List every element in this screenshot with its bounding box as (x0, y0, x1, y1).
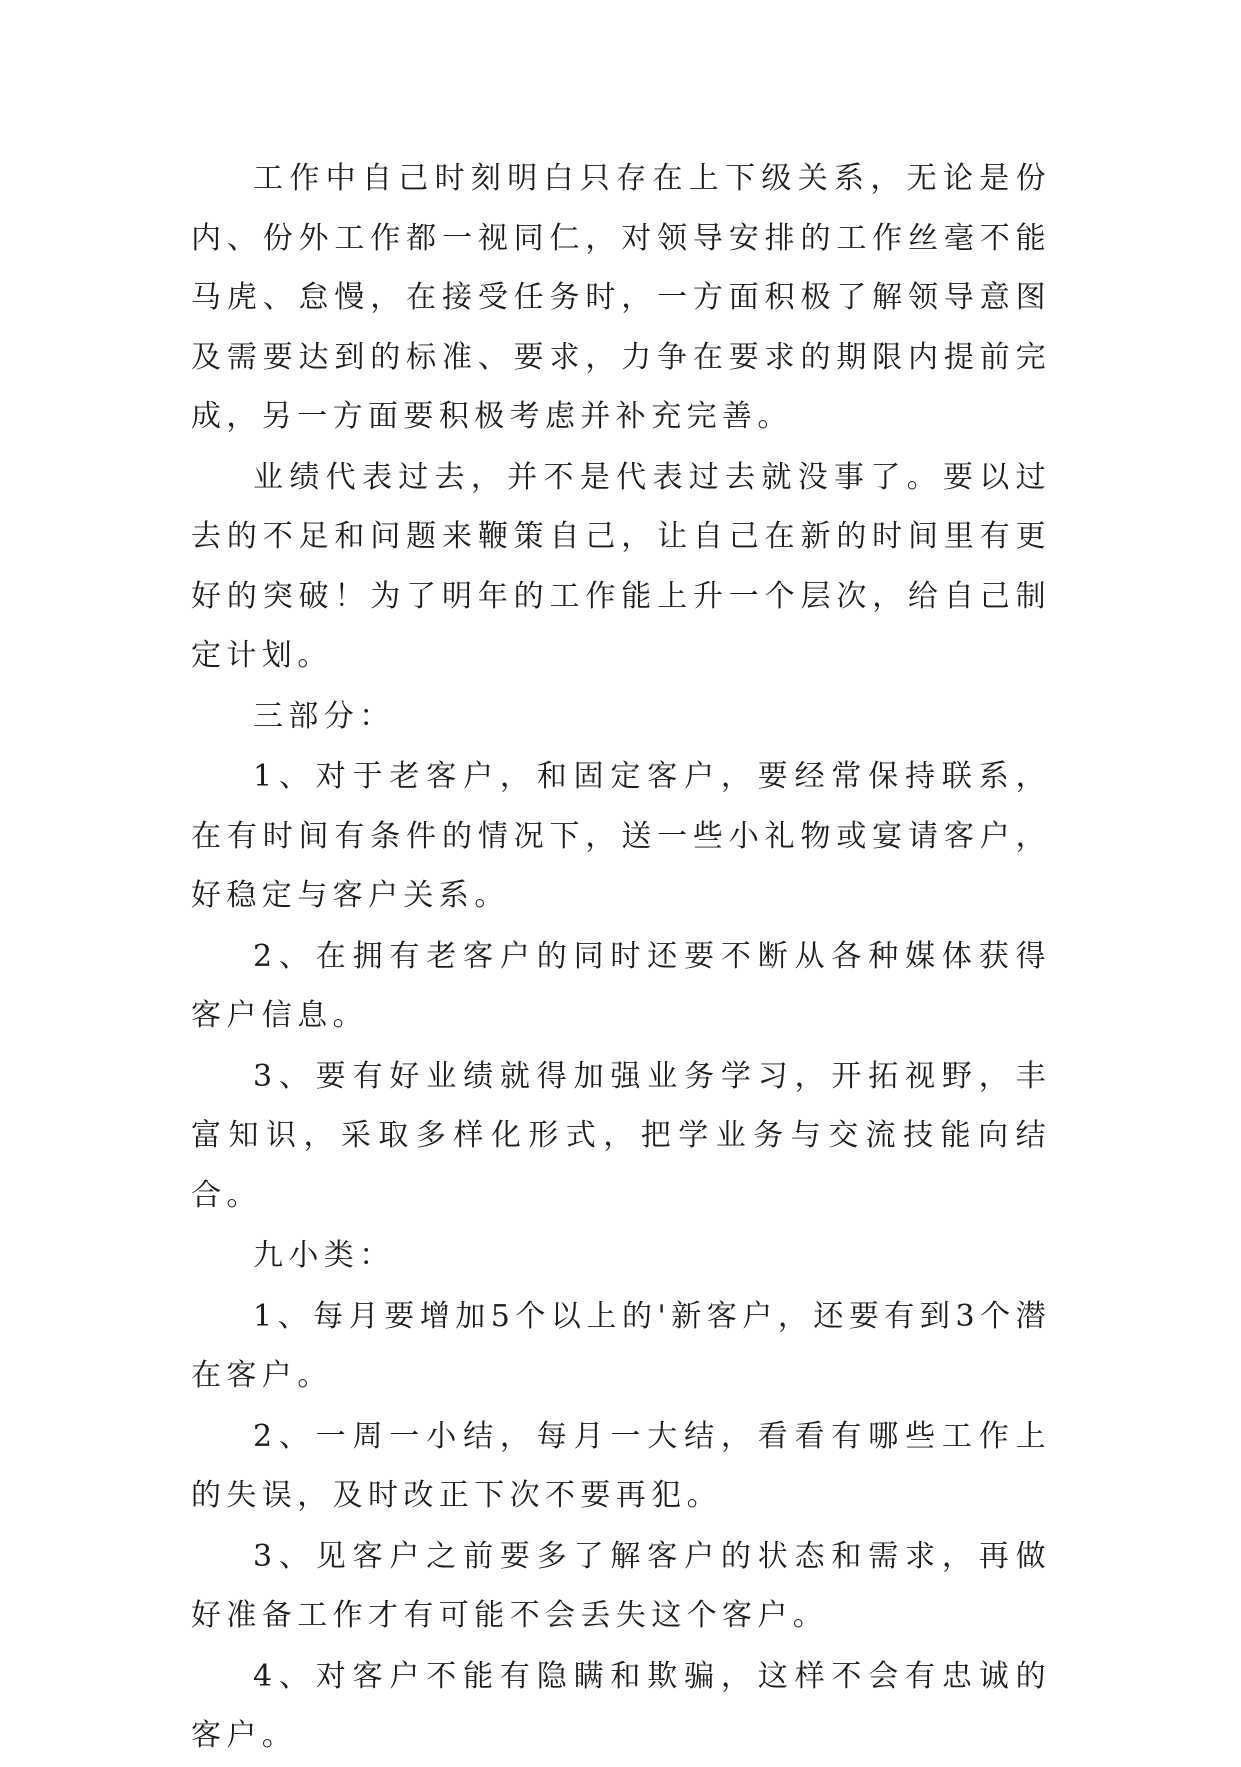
paragraph: 业绩代表过去，并不是代表过去就没事了。要以过去的不足和问题来鞭策自己，让自己在新的时间里有更好的突破！为了明年的工作能上升一个层次，给自己制定计划。 (191, 459, 1051, 673)
paragraph: 工作中自己时刻明白只存在上下级关系，无论是份内、份外工作都一视同仁，对领导安排的工作丝毫不能马虎、怠慢，在接受任务时，一方面积极了解领导意图及需要达到的标准、要求，力争在要求的期限内提前完成，另一方面要积极考虑并补充完善。 (191, 161, 1051, 434)
list-item: 4、对客户不能有隐瞒和欺骗，这样不会有忠诚的客户。 (191, 1658, 1051, 1753)
list-item: 2、一周一小结，每月一大结，看看有哪些工作上的失误，及时改正下次不要再犯。 (191, 1418, 1051, 1513)
section-heading: 三部分： (253, 698, 395, 734)
list-item: 2、在拥有老客户的同时还要不断从各种媒体获得客户信息。 (191, 938, 1051, 1033)
list-item: 3、见客户之前要多了解客户的状态和需求，再做好准备工作才有可能不会丢失这个客户。 (191, 1538, 1051, 1633)
list-item: 1、每月要增加5个以上的'新客户，还要有到3个潜在客户。 (191, 1298, 1051, 1393)
list-item: 3、要有好业绩就得加强业务学习，开拓视野，丰富知识，采取多样化形式，把学业务与交流技能向结合。 (191, 1058, 1051, 1213)
list-item: 1、对于老客户，和固定客户，要经常保持联系，在有时间有条件的情况下，送一些小礼物或宴请客户，好稳定与客户关系。 (191, 759, 1051, 913)
section-heading: 九小类： (253, 1238, 395, 1273)
document-body (191, 149, 1051, 1767)
